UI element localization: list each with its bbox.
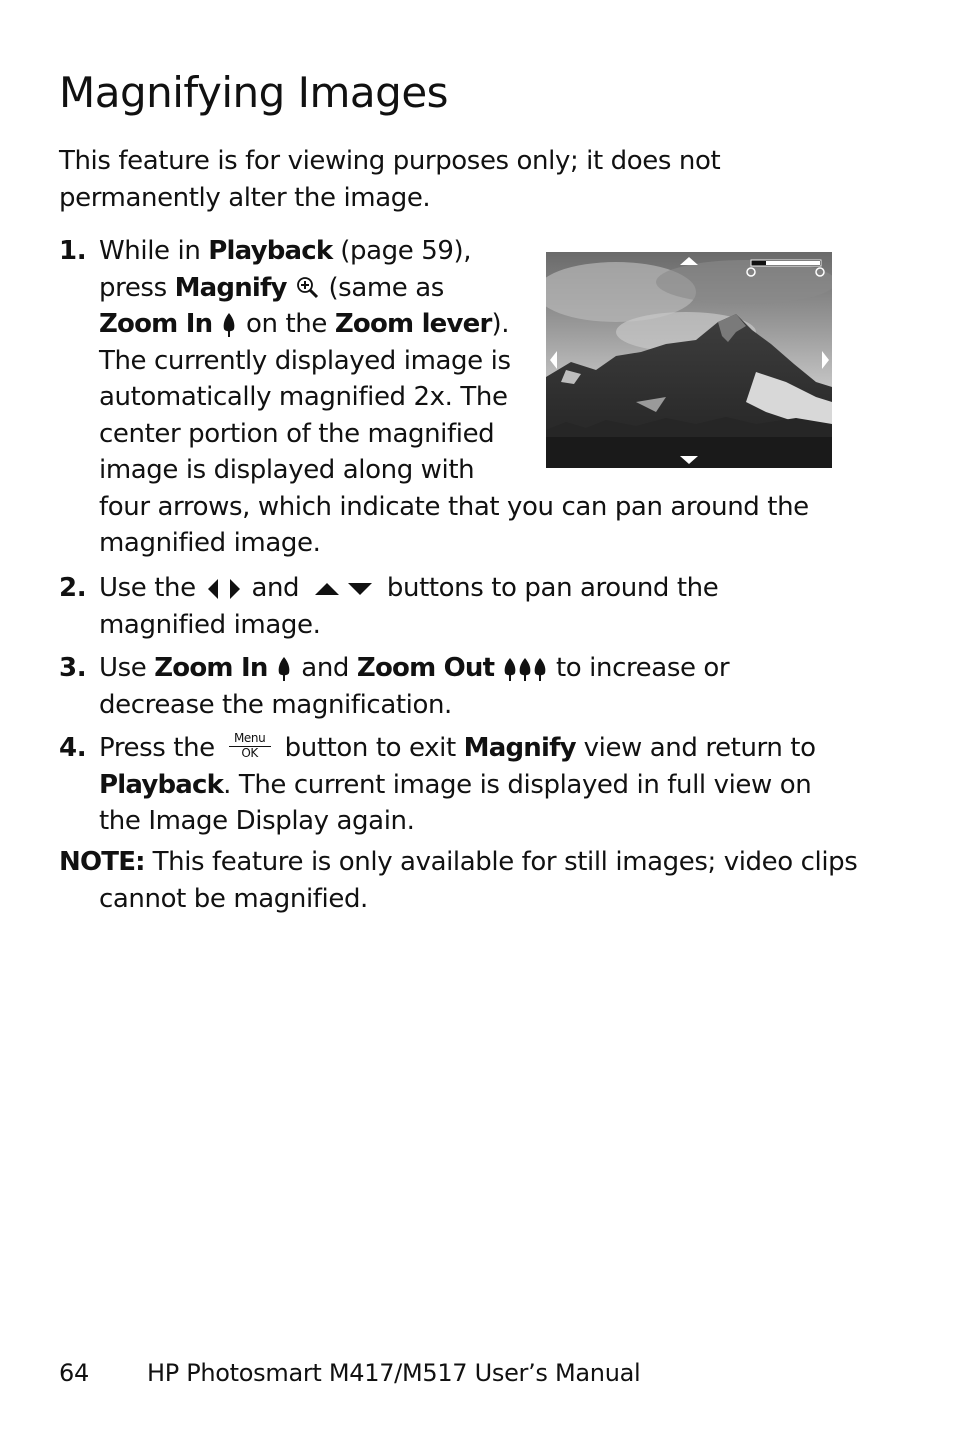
- step-number: 1.: [59, 236, 87, 266]
- zoom-in-term: Zoom In: [99, 309, 213, 339]
- text: view and return to: [575, 733, 816, 763]
- text: (page 59),: [332, 236, 472, 266]
- note-text: This feature is only available for still images; video clips cannot be magnified.: [99, 847, 858, 914]
- playback-term: Playback: [208, 236, 333, 266]
- text: center portion of the magnified: [99, 418, 495, 449]
- steps-list: [59, 233, 849, 840]
- text: (same as: [320, 272, 444, 303]
- text: Press the: [99, 733, 223, 763]
- zoom-out-trees-icon: [502, 655, 548, 683]
- text: and: [243, 573, 308, 603]
- step-1: [59, 233, 849, 559]
- up-down-arrows-icon: [313, 579, 375, 599]
- zoom-in-term: Zoom In: [154, 653, 268, 683]
- step-4: [59, 730, 849, 840]
- magnify-term: Magnify: [174, 272, 287, 303]
- text: on the: [238, 309, 335, 339]
- text: ).: [491, 309, 510, 339]
- intro-paragraph: This feature is for viewing purposes only; it does not permanently alter the image.: [59, 146, 721, 213]
- step-2: [59, 570, 849, 643]
- note-paragraph: [59, 844, 879, 917]
- text: . The current image is displayed in full view on the Image Display again.: [99, 769, 812, 836]
- text: buttons to pan around the magnified image.: [99, 573, 719, 640]
- page-number: 64: [59, 1359, 89, 1387]
- menu-label: Menu: [229, 732, 271, 747]
- step-number: 3.: [59, 653, 87, 683]
- magnify-icon: [295, 275, 321, 301]
- manual-title: HP Photosmart M417/M517 User’s Manual: [146, 1359, 641, 1387]
- page-footer: [59, 1356, 640, 1390]
- step-number: 2.: [59, 573, 87, 603]
- page-title: Magnifying Images: [59, 68, 449, 117]
- note-label: NOTE:: [59, 847, 145, 877]
- text: Use the: [99, 573, 204, 603]
- text: The currently displayed image is: [99, 345, 511, 376]
- text: image is displayed along with: [99, 455, 475, 485]
- zoom-in-tree-icon: [220, 311, 238, 339]
- text: button to exit: [284, 733, 464, 763]
- zoom-in-tree-icon: [275, 655, 293, 683]
- playback-term: Playback: [99, 769, 224, 800]
- text: and: [293, 653, 357, 683]
- magnify-term: Magnify: [463, 733, 576, 763]
- zoom-lever-term: Zoom lever: [334, 309, 492, 339]
- step-number: 4.: [59, 733, 87, 763]
- text: press: [99, 272, 175, 303]
- ok-label: OK: [241, 745, 258, 760]
- step-3: [59, 650, 849, 723]
- left-right-arrows-icon: [204, 576, 244, 602]
- zoom-out-term: Zoom Out: [356, 653, 495, 683]
- text: automatically magnified 2x. The: [99, 382, 508, 412]
- text: four arrows, which indicate that you can pan around the magnified image.: [99, 491, 809, 558]
- menu-ok-button-icon: [229, 732, 271, 760]
- text: to increase or decrease the magnification.: [99, 653, 730, 720]
- text: Use: [99, 653, 155, 683]
- text: While in: [99, 236, 209, 266]
